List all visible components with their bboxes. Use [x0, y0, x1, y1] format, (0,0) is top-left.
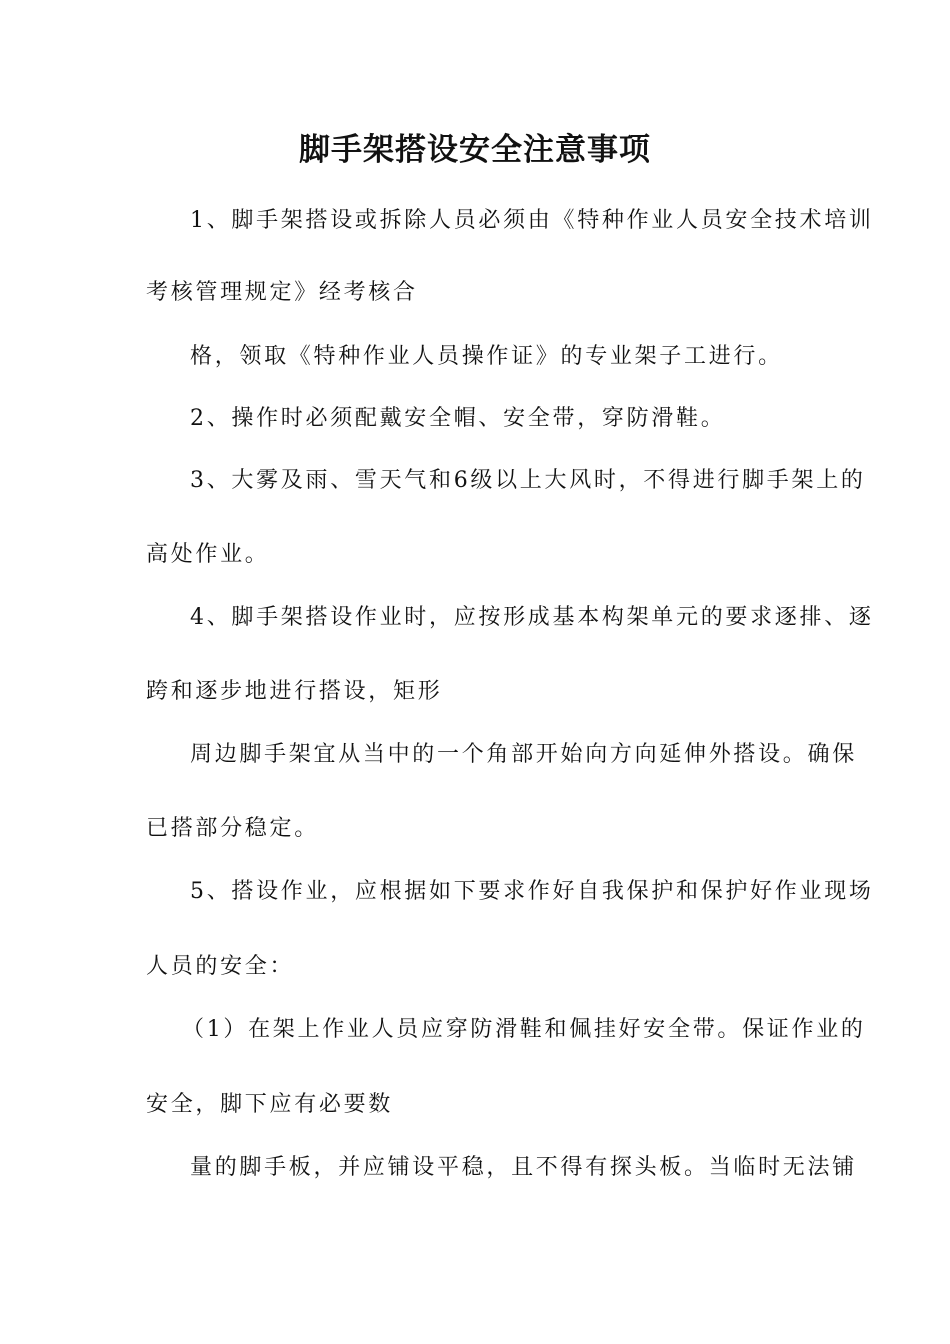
- paragraph-line: 周边脚手架宜从当中的一个角部开始向方向延伸外搭设。确保: [190, 742, 857, 767]
- paragraph-line: 格，领取《特种作业人员操作证》的专业架子工进行。: [190, 344, 783, 369]
- paragraph-line: （1）在架上作业人员应穿防滑鞋和佩挂好安全带。保证作业的: [182, 1017, 866, 1042]
- paragraph-line: 安全，脚下应有必要数: [146, 1092, 394, 1117]
- document-title: 脚手架搭设安全注意事项: [299, 132, 651, 168]
- paragraph-line: 5、搭设作业，应根据如下要求作好自我保护和保护好作业现场: [190, 879, 874, 904]
- paragraph-line: 2、操作时必须配戴安全帽、安全带，穿防滑鞋。: [190, 406, 726, 431]
- paragraph-line: 3、大雾及雨、雪天气和6级以上大风时，不得进行脚手架上的: [190, 468, 866, 493]
- paragraph-line: 跨和逐步地进行搭设，矩形: [146, 679, 443, 704]
- paragraph-line: 人员的安全：: [146, 954, 295, 979]
- paragraph-line: 考核管理规定》经考核合: [146, 280, 418, 305]
- paragraph-line: 已搭部分稳定。: [146, 816, 319, 841]
- paragraph-line: 1、脚手架搭设或拆除人员必须由《特种作业人员安全技术培训: [190, 208, 874, 233]
- paragraph-line: 量的脚手板，并应铺设平稳，且不得有探头板。当临时无法铺: [190, 1155, 857, 1180]
- paragraph-line: 4、脚手架搭设作业时，应按形成基本构架单元的要求逐排、逐: [190, 605, 874, 630]
- paragraph-line: 高处作业。: [146, 542, 270, 567]
